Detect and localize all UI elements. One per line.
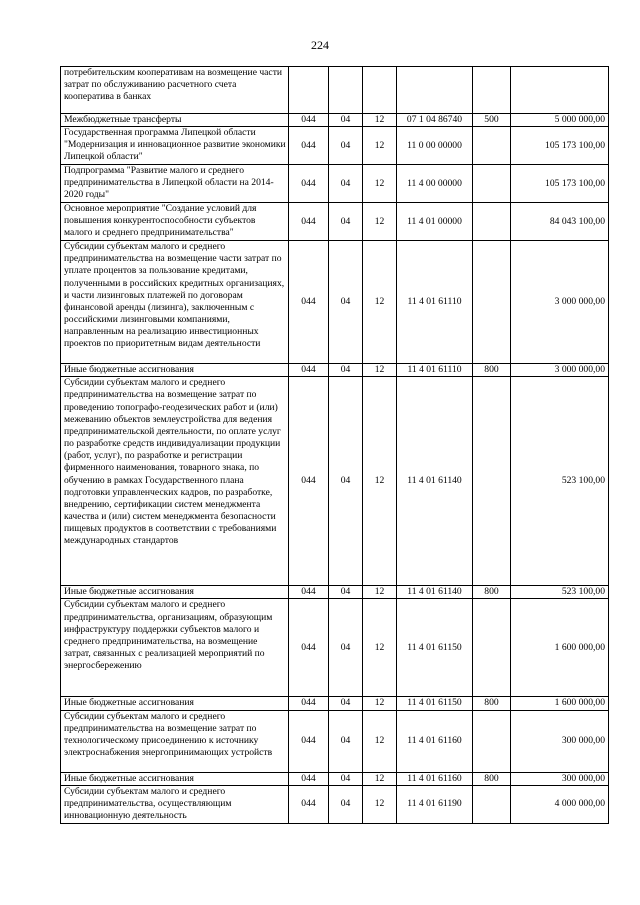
ministry-code: 044 xyxy=(289,364,329,377)
row-name: Иные бюджетные ассигнования xyxy=(61,586,289,599)
amount: 523 100,00 xyxy=(511,377,609,586)
target-article-code: 07 1 04 86740 xyxy=(397,114,473,127)
subsection-code: 12 xyxy=(363,599,397,697)
target-article-code: 11 4 01 61160 xyxy=(397,772,473,785)
expense-type-code: 500 xyxy=(473,114,511,127)
section-code: 04 xyxy=(329,241,363,364)
target-article-code: 11 4 01 61190 xyxy=(397,785,473,823)
table-body xyxy=(61,67,609,824)
expense-type-code xyxy=(473,599,511,697)
section-code: 04 xyxy=(329,697,363,710)
table-row xyxy=(61,710,609,772)
amount: 523 100,00 xyxy=(511,586,609,599)
amount: 3 000 000,00 xyxy=(511,364,609,377)
row-name: Субсидии субъектам малого и среднего предпринимательства на возмещение затрат по проведению топографо-геодезических работ и (или) межеванию объектов землеустройства для ведения предпринимательской деятельности, по оплате услуг по разработке средств индивидуализации продукции (работ, услуг), по разработке и регистрации фирменного наименования, товарного знака, по обучению в рамках Государственного плана подготовки управленческих кадров, по разработке, внедрению, сертификации систем менеджмента качества и (или) систем менеджмента безопасности пищевых продуктов в соответствии с требованиями международных стандартов xyxy=(61,377,289,586)
subsection-code xyxy=(363,67,397,114)
expense-type-code xyxy=(473,785,511,823)
row-name: Подпрограмма "Развитие малого и среднего предпринимательства в Липецкой области на 2014-2020 годы" xyxy=(61,165,289,203)
subsection-code: 12 xyxy=(363,114,397,127)
table-row xyxy=(61,203,609,241)
table-row xyxy=(61,785,609,823)
ministry-code: 044 xyxy=(289,127,329,165)
amount: 1 600 000,00 xyxy=(511,599,609,697)
table-row xyxy=(61,586,609,599)
target-article-code: 11 4 00 00000 xyxy=(397,165,473,203)
row-name: Государственная программа Липецкой области "Модернизация и инновационное развитие экономики Липецкой области" xyxy=(61,127,289,165)
subsection-code: 12 xyxy=(363,772,397,785)
ministry-code: 044 xyxy=(289,772,329,785)
ministry-code: 044 xyxy=(289,241,329,364)
amount xyxy=(511,67,609,114)
ministry-code: 044 xyxy=(289,165,329,203)
section-code: 04 xyxy=(329,114,363,127)
section-code: 04 xyxy=(329,364,363,377)
section-code: 04 xyxy=(329,599,363,697)
amount: 84 043 100,00 xyxy=(511,203,609,241)
subsection-code: 12 xyxy=(363,241,397,364)
target-article-code: 11 4 01 61140 xyxy=(397,586,473,599)
row-name: Основное мероприятие "Создание условий для повышения конкурентоспособности субъектов малого и среднего предпринимательства" xyxy=(61,203,289,241)
ministry-code: 044 xyxy=(289,377,329,586)
table-row xyxy=(61,241,609,364)
target-article-code: 11 0 00 00000 xyxy=(397,127,473,165)
row-name: Субсидии субъектам малого и среднего предпринимательства, организациям, образующим инфраструктуру поддержки субъектов малого и среднего предпринимательства, на возмещение затрат, связанных с реализацией мероприятий по энергосбережению xyxy=(61,599,289,697)
ministry-code: 044 xyxy=(289,586,329,599)
table-row xyxy=(61,67,609,114)
subsection-code: 12 xyxy=(363,377,397,586)
subsection-code: 12 xyxy=(363,785,397,823)
expense-type-code xyxy=(473,710,511,772)
ministry-code: 044 xyxy=(289,599,329,697)
target-article-code: 11 4 01 61110 xyxy=(397,241,473,364)
expense-type-code: 800 xyxy=(473,586,511,599)
row-name: Иные бюджетные ассигнования xyxy=(61,364,289,377)
subsection-code: 12 xyxy=(363,586,397,599)
ministry-code: 044 xyxy=(289,203,329,241)
subsection-code: 12 xyxy=(363,364,397,377)
amount: 105 173 100,00 xyxy=(511,127,609,165)
section-code: 04 xyxy=(329,203,363,241)
expense-type-code xyxy=(473,165,511,203)
section-code: 04 xyxy=(329,377,363,586)
table-row xyxy=(61,364,609,377)
subsection-code: 12 xyxy=(363,710,397,772)
ministry-code: 044 xyxy=(289,114,329,127)
section-code: 04 xyxy=(329,586,363,599)
amount: 5 000 000,00 xyxy=(511,114,609,127)
section-code: 04 xyxy=(329,772,363,785)
expense-type-code: 800 xyxy=(473,697,511,710)
target-article-code: 11 4 01 61150 xyxy=(397,697,473,710)
amount: 105 173 100,00 xyxy=(511,165,609,203)
table-row xyxy=(61,127,609,165)
ministry-code xyxy=(289,67,329,114)
table-row xyxy=(61,599,609,697)
amount: 3 000 000,00 xyxy=(511,241,609,364)
expense-type-code xyxy=(473,203,511,241)
row-name: Иные бюджетные ассигнования xyxy=(61,697,289,710)
ministry-code: 044 xyxy=(289,785,329,823)
section-code: 04 xyxy=(329,710,363,772)
expense-type-code xyxy=(473,377,511,586)
amount: 1 600 000,00 xyxy=(511,697,609,710)
table-row xyxy=(61,697,609,710)
row-name: Субсидии субъектам малого и среднего предпринимательства, осуществляющим инновационную деятельность xyxy=(61,785,289,823)
row-name: Субсидии субъектам малого и среднего предпринимательства на возмещение затрат по технологическому присоединению к источнику электроснабжения энергопринимающих устройств xyxy=(61,710,289,772)
row-name: Иные бюджетные ассигнования xyxy=(61,772,289,785)
ministry-code: 044 xyxy=(289,697,329,710)
target-article-code: 11 4 01 61150 xyxy=(397,599,473,697)
expense-type-code xyxy=(473,241,511,364)
row-name: Субсидии субъектам малого и среднего предпринимательства на возмещение части затрат по уплате процентов за пользование кредитами, полученными в российских кредитных организациях, и части лизинговых платежей по договорам финансовой аренды (лизинга), заключенным с российскими лизинговыми компаниями, направленным на реализацию инвестиционных проектов по приоритетным видам деятельности xyxy=(61,241,289,364)
expense-type-code: 800 xyxy=(473,772,511,785)
page-number: 224 xyxy=(311,38,329,52)
ministry-code: 044 xyxy=(289,710,329,772)
expense-type-code: 800 xyxy=(473,364,511,377)
target-article-code: 11 4 01 61140 xyxy=(397,377,473,586)
budget-table xyxy=(60,66,609,824)
expense-type-code xyxy=(473,67,511,114)
target-article-code xyxy=(397,67,473,114)
row-name: потребительским кооперативам на возмещение части затрат по обслуживанию расчетного счета кооператива в банках xyxy=(61,67,289,114)
subsection-code: 12 xyxy=(363,203,397,241)
target-article-code: 11 4 01 61160 xyxy=(397,710,473,772)
expense-type-code xyxy=(473,127,511,165)
subsection-code: 12 xyxy=(363,127,397,165)
amount: 4 000 000,00 xyxy=(511,785,609,823)
table-row xyxy=(61,772,609,785)
section-code: 04 xyxy=(329,785,363,823)
section-code xyxy=(329,67,363,114)
table-row xyxy=(61,165,609,203)
table-row xyxy=(61,377,609,586)
row-name: Межбюджетные трансферты xyxy=(61,114,289,127)
subsection-code: 12 xyxy=(363,697,397,710)
amount: 300 000,00 xyxy=(511,710,609,772)
target-article-code: 11 4 01 00000 xyxy=(397,203,473,241)
section-code: 04 xyxy=(329,165,363,203)
subsection-code: 12 xyxy=(363,165,397,203)
section-code: 04 xyxy=(329,127,363,165)
table-row xyxy=(61,114,609,127)
amount: 300 000,00 xyxy=(511,772,609,785)
target-article-code: 11 4 01 61110 xyxy=(397,364,473,377)
